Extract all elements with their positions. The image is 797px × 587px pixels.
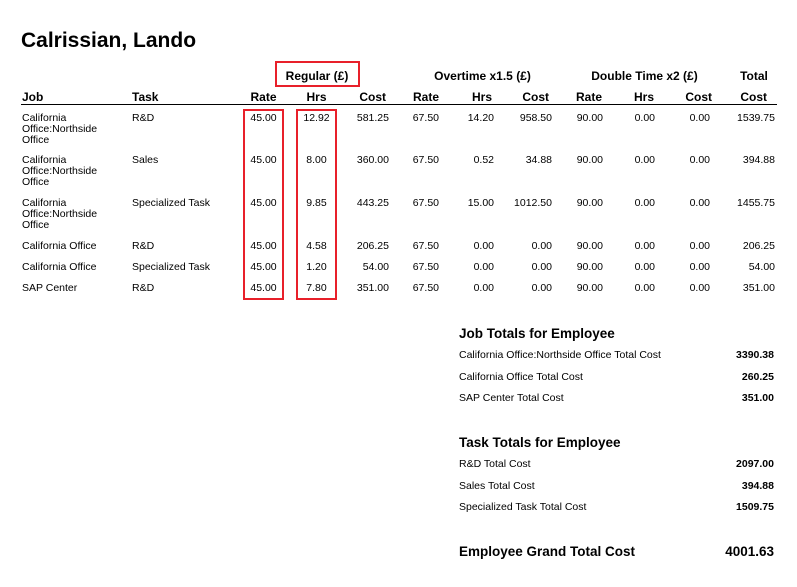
col-header-reg-cost: Cost: [359, 90, 386, 104]
cell-reg-rate: 45.00: [250, 154, 277, 166]
cell-reg-hrs: 9.85: [306, 197, 327, 209]
cell-reg-hrs: 1.20: [306, 261, 327, 273]
cell-dt-cost: 0.00: [689, 112, 710, 124]
regular-group-header: Regular (£): [285, 69, 349, 83]
cell-job-line: Office:Northside: [22, 208, 98, 220]
cell-ot-cost: 1012.50: [514, 197, 552, 209]
col-header-reg-rate: Rate: [250, 90, 277, 104]
cell-total-cost: 206.25: [742, 240, 775, 252]
col-header-total-cost: Cost: [740, 90, 767, 104]
cell-job: [22, 198, 97, 231]
cell-job-line: California: [22, 197, 67, 209]
cell-task: R&D: [132, 282, 155, 294]
col-header-dt-hrs: Hrs: [633, 90, 654, 104]
task-total-label: R&D Total Cost: [459, 458, 531, 470]
cell-reg-rate: 45.00: [250, 261, 277, 273]
cell-ot-hrs: 14.20: [467, 112, 494, 124]
cell-total-cost: 1539.75: [737, 112, 775, 124]
cell-ot-hrs: 0.52: [473, 154, 494, 166]
cell-job: [22, 241, 97, 252]
cell-ot-hrs: 0.00: [473, 282, 494, 294]
cell-ot-hrs: 15.00: [467, 197, 494, 209]
grand-total-value: 4001.63: [725, 544, 774, 559]
regular-header-highlight: [275, 61, 360, 87]
cell-dt-hrs: 0.00: [634, 282, 655, 294]
cell-ot-cost: 958.50: [519, 112, 552, 124]
cell-total-cost: 54.00: [748, 261, 775, 273]
overtime-group-header: Overtime x1.5 (£): [434, 69, 531, 83]
cell-ot-cost: 34.88: [525, 154, 552, 166]
cell-job-line: SAP Center: [22, 282, 78, 294]
cell-total-cost: 351.00: [742, 282, 775, 294]
cell-dt-hrs: 0.00: [634, 261, 655, 273]
cell-ot-rate: 67.50: [412, 112, 439, 124]
cell-ot-cost: 0.00: [531, 282, 552, 294]
cell-ot-cost: 0.00: [531, 240, 552, 252]
col-header-reg-hrs: Hrs: [306, 90, 327, 104]
cell-reg-hrs: 8.00: [306, 154, 327, 166]
task-total-label: Specialized Task Total Cost: [459, 501, 587, 513]
task-totals-title: Task Totals for Employee: [459, 435, 621, 450]
cell-job: [22, 283, 77, 294]
employee-name: Calrissian, Lando: [21, 29, 197, 52]
cell-reg-cost: 206.25: [356, 240, 389, 252]
cell-ot-rate: 67.50: [412, 197, 439, 209]
col-header-task: Task: [132, 90, 159, 104]
cell-dt-cost: 0.00: [689, 240, 710, 252]
cell-total-cost: 1455.75: [737, 197, 775, 209]
cell-reg-cost: 54.00: [362, 261, 389, 273]
cell-dt-cost: 0.00: [689, 197, 710, 209]
col-header-job: Job: [22, 90, 44, 104]
cell-reg-hrs: 12.92: [303, 112, 330, 124]
cell-dt-rate: 90.00: [576, 112, 603, 124]
cell-job-line: Office: [22, 219, 50, 231]
job-total-label: California Office Total Cost: [459, 371, 583, 383]
cell-total-cost: 394.88: [742, 154, 775, 166]
grand-total-label: Employee Grand Total Cost: [459, 544, 636, 559]
job-total-value: 260.25: [741, 371, 774, 383]
task-total-value: 2097.00: [736, 458, 774, 470]
cell-reg-hrs: 4.58: [306, 240, 327, 252]
cell-reg-rate: 45.00: [250, 197, 277, 209]
job-totals-title: Job Totals for Employee: [459, 326, 615, 341]
cell-dt-hrs: 0.00: [634, 112, 655, 124]
cell-job: [22, 262, 97, 273]
cell-reg-rate: 45.00: [250, 240, 277, 252]
cell-job-line: California: [22, 154, 67, 166]
cell-job-line: Office:Northside: [22, 123, 98, 135]
header-divider: [21, 104, 777, 105]
cell-ot-rate: 67.50: [412, 240, 439, 252]
cell-dt-rate: 90.00: [576, 261, 603, 273]
col-header-ot-cost: Cost: [522, 90, 549, 104]
cell-task: R&D: [132, 240, 155, 252]
cell-dt-rate: 90.00: [576, 240, 603, 252]
cell-dt-rate: 90.00: [576, 154, 603, 166]
cell-job-line: California Office: [22, 261, 97, 273]
cell-dt-cost: 0.00: [689, 261, 710, 273]
task-total-value: 394.88: [741, 480, 774, 492]
cell-ot-rate: 67.50: [412, 261, 439, 273]
col-header-dt-rate: Rate: [575, 90, 602, 104]
cell-task: Specialized Task: [132, 197, 211, 209]
cell-dt-cost: 0.00: [689, 282, 710, 294]
cell-ot-cost: 0.00: [531, 261, 552, 273]
job-total-label: California Office:Northside Office Total Cost: [459, 349, 661, 361]
cell-dt-hrs: 0.00: [634, 154, 655, 166]
cell-job: [22, 113, 97, 146]
cell-job-line: Office: [22, 176, 50, 188]
cell-task: Sales: [132, 154, 159, 166]
cell-reg-rate: 45.00: [250, 112, 277, 124]
task-total-value: 1509.75: [736, 501, 774, 513]
cell-reg-cost: 351.00: [356, 282, 389, 294]
col-header-dt-cost: Cost: [685, 90, 712, 104]
cell-dt-rate: 90.00: [576, 197, 603, 209]
cell-ot-hrs: 0.00: [473, 240, 494, 252]
cell-reg-hrs: 7.80: [306, 282, 327, 294]
cell-dt-hrs: 0.00: [634, 197, 655, 209]
cell-dt-hrs: 0.00: [634, 240, 655, 252]
col-header-ot-rate: Rate: [412, 90, 439, 104]
cell-job-line: Office: [22, 134, 50, 146]
cell-task: R&D: [132, 112, 155, 124]
job-total-label: SAP Center Total Cost: [459, 392, 564, 404]
cell-ot-hrs: 0.00: [473, 261, 494, 273]
total-group-header: Total: [740, 69, 768, 83]
cell-ot-rate: 67.50: [412, 154, 439, 166]
cell-dt-cost: 0.00: [689, 154, 710, 166]
cell-job-line: California Office: [22, 240, 97, 252]
cell-job-line: Office:Northside: [22, 165, 98, 177]
cell-job: [22, 155, 97, 188]
col-header-ot-hrs: Hrs: [471, 90, 492, 104]
cell-reg-rate: 45.00: [250, 282, 277, 294]
cell-ot-rate: 67.50: [412, 282, 439, 294]
cell-reg-cost: 443.25: [356, 197, 389, 209]
job-total-value: 351.00: [741, 392, 774, 404]
task-total-label: Sales Total Cost: [459, 480, 535, 492]
cell-job-line: California: [22, 112, 67, 124]
cell-reg-cost: 360.00: [356, 154, 389, 166]
cell-task: Specialized Task: [132, 261, 211, 273]
double-time-group-header: Double Time x2 (£): [591, 69, 698, 83]
job-total-value: 3390.38: [736, 349, 774, 361]
cell-dt-rate: 90.00: [576, 282, 603, 294]
cell-reg-cost: 581.25: [356, 112, 389, 124]
